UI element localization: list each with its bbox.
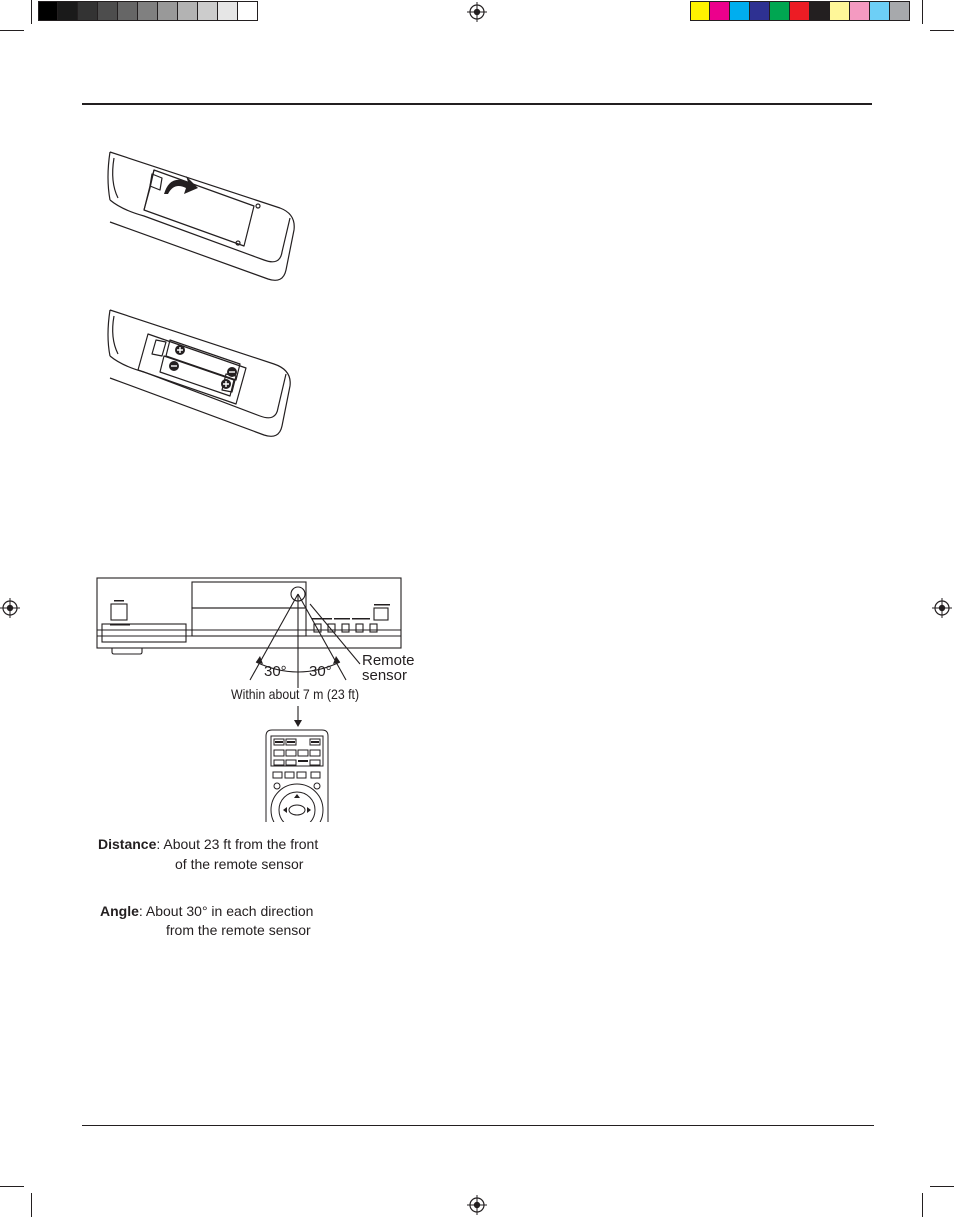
- angle-right-label: 30°: [309, 663, 332, 680]
- grayscale-swatch: [58, 1, 78, 21]
- remote-sensor-label-line2: sensor: [362, 667, 408, 684]
- color-swatch: [850, 1, 870, 21]
- header-rule: [82, 103, 872, 105]
- range-label: Within about 7 m (23 ft): [231, 686, 360, 702]
- grayscale-swatch: [138, 1, 158, 21]
- minus-circle-icon: [169, 361, 179, 371]
- grayscale-swatch: [78, 1, 98, 21]
- sensor-angle-lines: [230, 590, 370, 690]
- registration-mark-icon: [467, 1195, 487, 1215]
- plus-circle-icon: [221, 379, 231, 389]
- angle-left-label: 30°: [264, 663, 287, 680]
- color-calibration-bar: [690, 1, 910, 21]
- minus-circle-icon: [227, 367, 237, 377]
- remote-control-illustration: [262, 728, 332, 822]
- crop-mark-top-left-h: [0, 30, 24, 31]
- remote-batteries-illustration: [104, 306, 300, 444]
- grayscale-swatch: [158, 1, 178, 21]
- crop-mark-bottom-left-v: [31, 1193, 32, 1217]
- crop-mark-bottom-right-v: [922, 1193, 923, 1217]
- color-swatch: [890, 1, 910, 21]
- grayscale-swatch: [38, 1, 58, 21]
- angle-caption-line2: from the remote sensor: [166, 922, 311, 938]
- grayscale-swatch: [98, 1, 118, 21]
- color-swatch: [870, 1, 890, 21]
- crop-mark-bottom-right-h: [930, 1186, 954, 1187]
- color-swatch: [710, 1, 730, 21]
- crop-mark-top-right-h: [930, 30, 954, 31]
- angle-text: : About 30° in each direction: [138, 903, 314, 919]
- registration-mark-icon: [467, 2, 487, 22]
- crop-mark-top-right-v: [922, 0, 923, 24]
- footer-rule: [82, 1125, 874, 1126]
- grayscale-swatch: [198, 1, 218, 21]
- registration-mark-icon: [0, 598, 20, 618]
- grayscale-swatch: [178, 1, 198, 21]
- grayscale-swatch: [218, 1, 238, 21]
- registration-mark-icon: [932, 598, 952, 618]
- crop-mark-bottom-left-h: [0, 1186, 24, 1187]
- color-swatch: [730, 1, 750, 21]
- color-swatch: [830, 1, 850, 21]
- distance-caption-line1: [98, 836, 318, 853]
- remote-sensor-label-line1: Remote: [362, 652, 415, 669]
- distance-text: : About 23 ft from the front: [156, 836, 319, 852]
- distance-label: Distance: [98, 836, 157, 852]
- plus-circle-icon: [175, 345, 185, 355]
- grayscale-swatch: [238, 1, 258, 21]
- color-swatch: [790, 1, 810, 21]
- crop-mark-top-left-v: [31, 0, 32, 24]
- grayscale-calibration-bar: [38, 1, 258, 21]
- distance-caption-line2: of the remote sensor: [175, 856, 304, 872]
- color-swatch: [750, 1, 770, 21]
- arrow-down-icon: [293, 706, 303, 728]
- remote-cover-open-illustration: [104, 148, 300, 288]
- angle-caption-line1: [100, 903, 313, 920]
- color-swatch: [690, 1, 710, 21]
- color-swatch: [770, 1, 790, 21]
- grayscale-swatch: [118, 1, 138, 21]
- angle-label: Angle: [100, 903, 139, 919]
- color-swatch: [810, 1, 830, 21]
